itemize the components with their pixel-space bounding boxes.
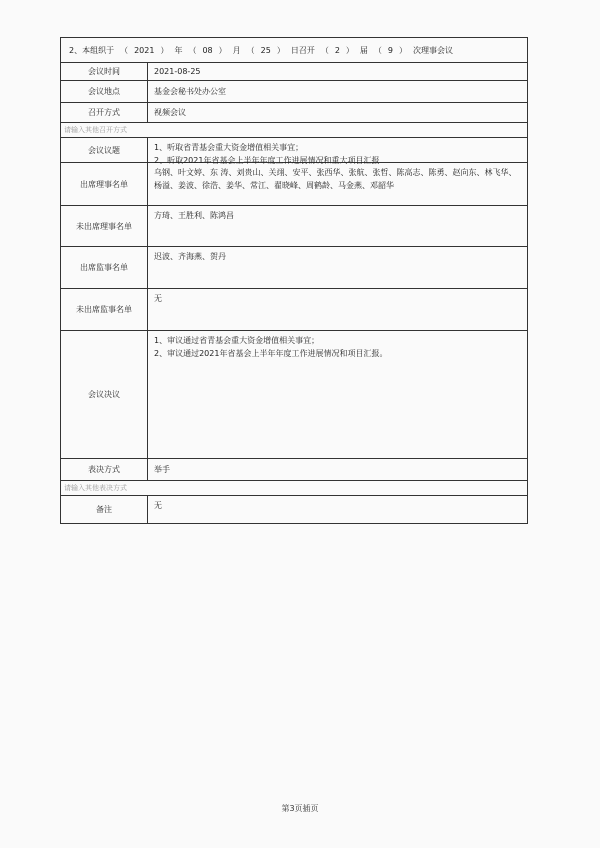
meeting-method-row [61,103,527,123]
voting-row [61,459,527,481]
voting-label: 表决方式 [61,459,148,480]
present-supervisors-row [61,247,527,289]
other-method-hint: 请输入其他召开方式 [61,123,527,138]
resolution-label: 会议决议 [61,331,148,458]
resolution-item: 2、审议通过2021年省基会上半年年度工作进展情况和项目汇报。 [154,349,388,358]
header-prefix: 2、本组织于 [69,45,115,55]
remarks-label: 备注 [61,496,148,523]
month-value: 08 [202,45,213,55]
page-footer: 第3页插页 [281,804,319,813]
meeting-time-row [61,63,527,81]
present-supervisors-value: 迟波、齐海燕、贺丹 [154,252,226,261]
meeting-number-value: 9 [387,45,394,55]
voting-value: 举手 [154,465,170,474]
year-unit: 年 [174,45,183,55]
absent-directors-label: 未出席理事名单 [61,206,148,246]
present-directors-label: 出席理事名单 [61,163,148,205]
absent-supervisors-row [61,289,527,331]
agenda-row [61,138,527,163]
meeting-place-row [61,81,527,103]
meeting-place-label: 会议地点 [61,81,148,102]
present-supervisors-label: 出席监事名单 [61,247,148,288]
absent-directors-value: 方琦、王胜利、陈鸿昌 [154,211,234,220]
meeting-method-value: 视频会议 [154,108,186,117]
session-value: 2 [334,45,340,55]
session-unit: 届 [359,45,368,55]
absent-directors-row [61,206,527,247]
meeting-method-label: 召开方式 [61,103,148,122]
agenda-item: 1、听取省青基会重大资金增值相关事宜； [154,143,304,152]
meeting-time-label: 会议时间 [61,63,148,80]
day-unit: 日召开 [290,45,315,55]
meeting-unit: 次理事会议 [413,45,454,55]
meeting-record-table [60,37,528,524]
resolution-row [61,331,527,459]
remarks-row [61,496,527,524]
year-value: 2021 [134,45,155,55]
other-voting-hint: 请输入其他表决方式 [61,481,527,496]
day-value: 25 [260,45,271,55]
resolution-value [148,331,527,458]
month-unit: 月 [232,45,241,55]
absent-supervisors-value: 无 [154,294,162,303]
meeting-time-value: 2021-08-25 [154,67,201,76]
meeting-place-value: 基金会秘书处办公室 [154,87,226,96]
agenda-label: 会议议题 [61,138,148,162]
agenda-item: 2、听取2021年省基会上半年年度工作进展情况和重大项目汇报 [154,156,380,165]
agenda-value [148,138,527,165]
remarks-value: 无 [154,501,162,510]
absent-supervisors-label: 未出席监事名单 [61,289,148,330]
present-directors-value: 乌钢、叶文婷、东 涛、刘贵山、关翊、安平、张西华、张航、张哲、陈高志、陈勇、赵向东、林飞华、杨溢、姜波、徐浩、姜华、常江、翟晓峰、周鹤龄、马金燕、邓韶华 [154,168,517,190]
meeting-header-row: 2、本组织于 （ 2021 ） 年 （ 08 ） 月 （ 25 ） 日召开 （ 2 ） 届 （ 9 ） 次理事会议 [61,38,527,63]
present-directors-row [61,163,527,206]
resolution-item: 1、审议通过省青基会重大资金增值相关事宜； [154,336,320,345]
